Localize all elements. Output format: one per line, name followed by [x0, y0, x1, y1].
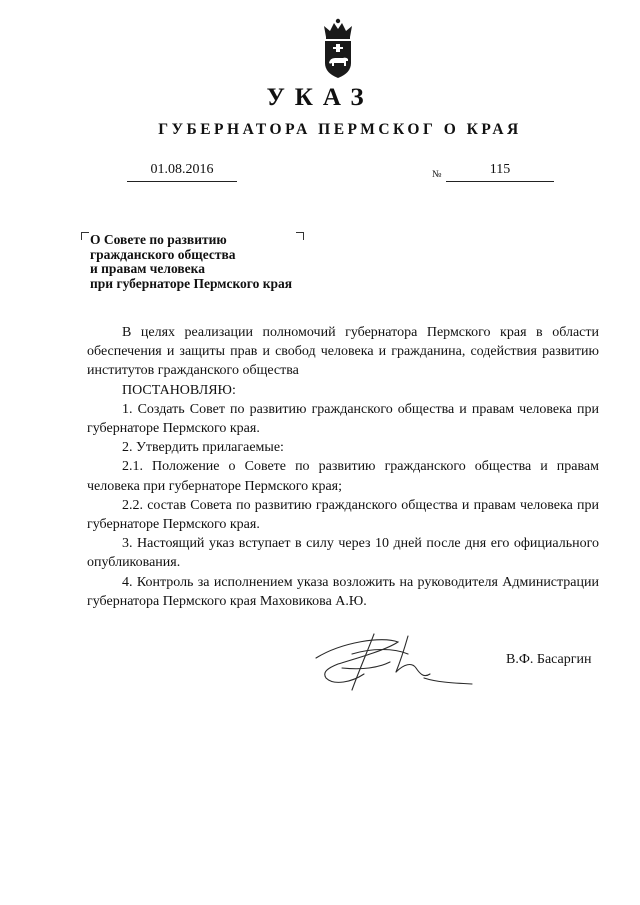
date-value: 01.08.2016 — [150, 162, 214, 177]
body-item-2-2: 2.2. состав Совета по развитию гражданского общества и правам человека при губернаторе Пермского края. — [87, 497, 599, 533]
body-item-1: 1. Создать Совет по развитию гражданского общества и правам человека при губернаторе Пермского края. — [87, 401, 599, 437]
signer-name: В.Ф. Басаргин — [506, 652, 592, 667]
document-heading — [90, 233, 350, 291]
date-field — [127, 160, 237, 184]
date-underline — [127, 181, 237, 182]
decree-word: ПОСТАНОВЛЯЮ: — [122, 382, 236, 398]
heading-line: гражданского общества — [90, 246, 236, 262]
coat-of-arms-icon — [318, 17, 358, 79]
document-title: УКАЗ — [266, 84, 374, 111]
body-item-2-1: 2.1. Положение о Совете по развитию гражданского общества и правам человека при губернаторе Пермского края; — [87, 459, 599, 494]
body-item-2: 2. Утвердить прилагаемые: — [122, 440, 284, 456]
body-item-3: 3. Настоящий указ вступает в силу через 10 дней после дня его официального опубликования. — [87, 536, 599, 571]
handwritten-signature — [312, 628, 482, 696]
number-field — [432, 160, 554, 184]
heading-bracket-left — [81, 232, 89, 240]
number-value: 115 — [489, 162, 511, 177]
document-body — [87, 323, 599, 611]
heading-line: при губернаторе Пермского края — [90, 275, 293, 291]
number-sign: № — [432, 169, 442, 180]
number-underline — [446, 181, 554, 182]
document-subtitle: ГУБЕРНАТОРА ПЕРМСКОГ О КРАЯ — [158, 121, 522, 138]
body-item-4: 4. Контроль за исполнением указа возложить на руководителя Администрации губернатора Пермского края Маховикова А.Ю. — [87, 574, 599, 609]
heading-line: и правам человека — [90, 261, 206, 276]
preamble-paragraph: В целях реализации полномочий губернатора Пермского края в области обеспечения и защиты прав и свобод человека и гражданина, содействия развитию институтов гражданского общества — [87, 325, 599, 379]
heading-line: О Совете по развитию — [90, 232, 227, 247]
